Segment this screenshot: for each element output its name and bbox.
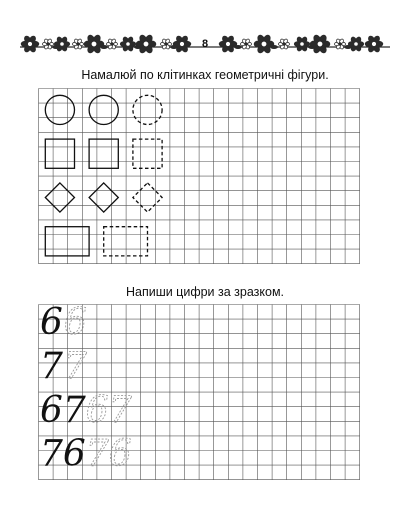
flower-icon [120, 36, 135, 52]
flower-icon [294, 36, 309, 52]
digit-samples [40, 304, 132, 475]
digit-sample: 76 [40, 433, 86, 475]
shapes [45, 95, 162, 256]
digit-trace: 67 [85, 389, 132, 431]
flower-icon [43, 38, 54, 49]
page-number: 8 [201, 38, 209, 50]
digit-trace: 7 [63, 346, 87, 387]
digit-sample: 7 [40, 346, 63, 387]
task-2-instruction: Напиши цифри за зразком. [125, 285, 285, 299]
flower-icon [21, 35, 39, 53]
flower-icon [173, 35, 191, 53]
flower-icon [73, 38, 84, 49]
flower-icon [219, 35, 237, 53]
rhombus-shape-dashed [133, 183, 162, 212]
square-shape [89, 139, 118, 168]
flower-icon [335, 38, 346, 49]
flower-icon [136, 34, 156, 54]
flower-icon [310, 34, 330, 54]
square-shape-dashed [133, 139, 162, 168]
grid-shapes [38, 88, 368, 276]
flower-icon [107, 38, 118, 49]
flower-icon [160, 38, 171, 49]
digit-sample: 67 [40, 389, 86, 431]
square-shape [45, 139, 74, 168]
grid-lines [39, 89, 360, 264]
flower-icon [254, 34, 274, 54]
flower-icon [279, 38, 290, 49]
task-1-instruction: Намалюй по клітинках геометричні фігури. [81, 68, 329, 82]
circle-shape [45, 95, 74, 124]
circle-shape [89, 95, 118, 124]
flower-icon [365, 35, 383, 53]
rhombus-shape [89, 183, 118, 212]
flower-icon [54, 36, 69, 52]
rhombus-shape [45, 183, 74, 212]
grid-digits [38, 304, 368, 480]
flower-icon [348, 36, 363, 52]
digit-trace: 76 [85, 433, 132, 475]
flower-icon [240, 38, 251, 49]
circle-shape-dashed [133, 95, 162, 124]
digit-sample: 6 [40, 304, 63, 344]
flower-icon [84, 34, 104, 54]
digit-trace: 6 [63, 304, 87, 344]
